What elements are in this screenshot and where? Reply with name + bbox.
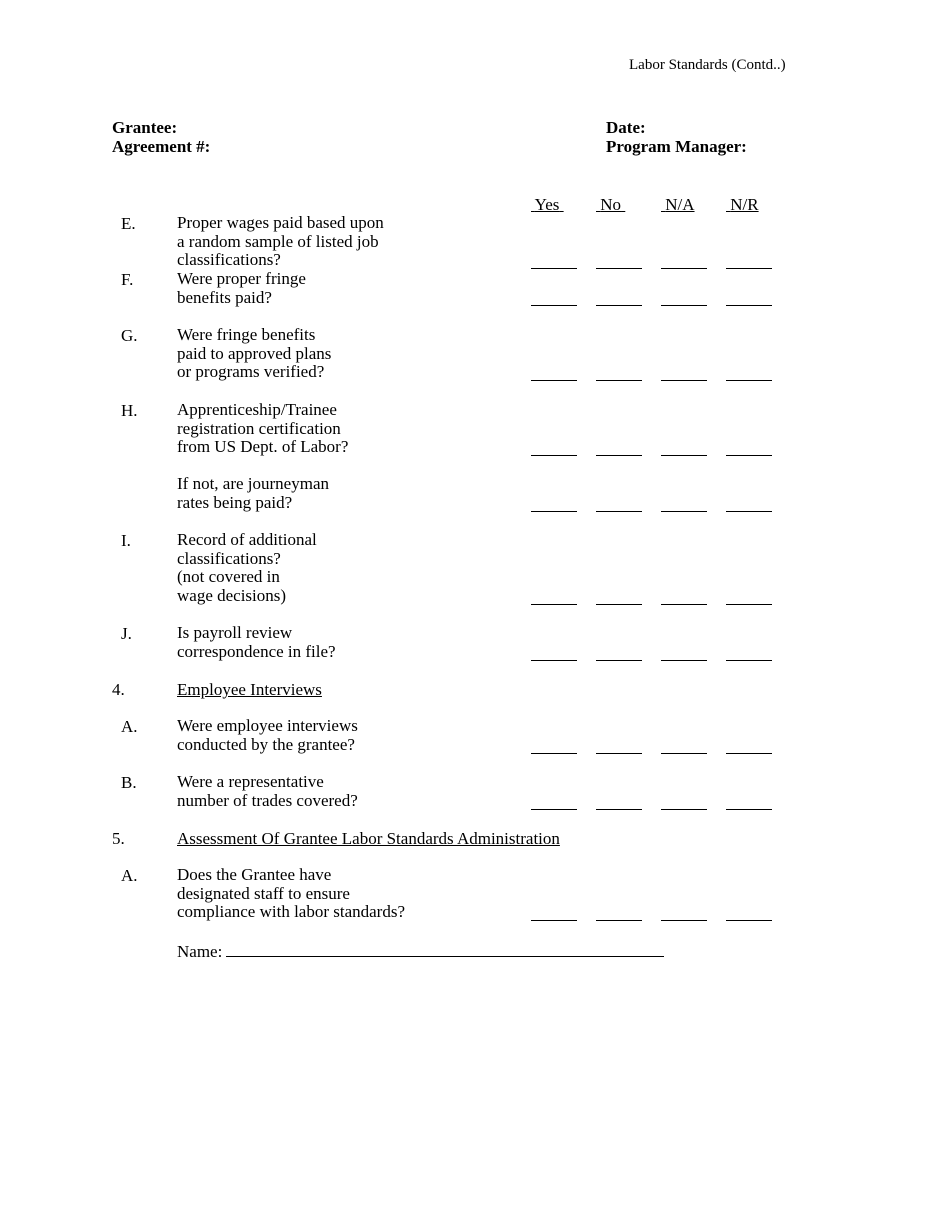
- answer-blank-yes[interactable]: [531, 660, 577, 661]
- answer-blank-na[interactable]: [661, 660, 707, 661]
- answer-blank-no[interactable]: [596, 455, 642, 456]
- question-text: Were a representative number of trades covered?: [177, 772, 358, 810]
- question-text: Does the Grantee have designated staff to ensure compliance with labor standards?: [177, 865, 406, 922]
- question-text: Were proper fringe benefits paid?: [177, 269, 306, 307]
- name-field-row: [177, 941, 664, 961]
- question-letter: G.: [121, 326, 138, 345]
- section-title: Assessment Of Grantee Labor Standards Administration: [177, 829, 560, 848]
- answer-blank-no[interactable]: [596, 380, 642, 381]
- question-letter: I.: [121, 531, 131, 550]
- agreement-label: Agreement #:: [112, 137, 211, 156]
- grantee-label: Grantee:: [112, 118, 178, 137]
- col-yes: Yes: [534, 195, 560, 214]
- question-letter: H.: [121, 401, 138, 420]
- answer-blank-yes[interactable]: [531, 511, 577, 512]
- answer-blank-na[interactable]: [661, 455, 707, 456]
- meta-right: [606, 118, 747, 156]
- program-manager-label: Program Manager:: [606, 137, 747, 156]
- col-no: No: [600, 195, 622, 214]
- answer-blank-yes[interactable]: [531, 604, 577, 605]
- name-blank[interactable]: [226, 941, 664, 957]
- question-letter: A.: [121, 717, 138, 736]
- question-text: Record of additional classifications? (not covered in wage decisions): [177, 530, 317, 605]
- answer-blank-yes[interactable]: [531, 753, 577, 754]
- section-number: 4.: [112, 680, 125, 699]
- answer-blank-no[interactable]: [596, 268, 642, 269]
- question-letter: E.: [121, 214, 136, 233]
- answer-blank-na[interactable]: [661, 305, 707, 306]
- answer-blank-na[interactable]: [661, 753, 707, 754]
- section-title: Employee Interviews: [177, 680, 322, 699]
- answer-blank-nr[interactable]: [726, 511, 772, 512]
- answer-blank-nr[interactable]: [726, 268, 772, 269]
- answer-blank-yes[interactable]: [531, 455, 577, 456]
- name-label: Name:: [177, 942, 223, 961]
- answer-blank-nr[interactable]: [726, 753, 772, 754]
- answer-blank-nr[interactable]: [726, 604, 772, 605]
- meta-left: [112, 118, 210, 156]
- question-letter: F.: [121, 270, 134, 289]
- answer-blank-nr[interactable]: [726, 455, 772, 456]
- answer-blank-no[interactable]: [596, 753, 642, 754]
- answer-blank-na[interactable]: [661, 511, 707, 512]
- answer-blank-no[interactable]: [596, 604, 642, 605]
- answer-blank-yes[interactable]: [531, 380, 577, 381]
- answer-blank-nr[interactable]: [726, 660, 772, 661]
- col-na: N/A: [665, 195, 695, 214]
- answer-blank-na[interactable]: [661, 920, 707, 921]
- question-letter: A.: [121, 866, 138, 885]
- answer-blank-nr[interactable]: [726, 920, 772, 921]
- answer-blank-no[interactable]: [596, 305, 642, 306]
- answer-blank-na[interactable]: [661, 809, 707, 810]
- date-label: Date:: [606, 118, 646, 137]
- question-letter: B.: [121, 773, 137, 792]
- question-text: Were employee interviews conducted by the grantee?: [177, 716, 358, 754]
- question-letter: J.: [121, 624, 132, 643]
- answer-blank-no[interactable]: [596, 809, 642, 810]
- answer-blank-yes[interactable]: [531, 920, 577, 921]
- answer-blank-nr[interactable]: [726, 305, 772, 306]
- answer-blank-no[interactable]: [596, 660, 642, 661]
- answer-blank-no[interactable]: [596, 920, 642, 921]
- answer-blank-nr[interactable]: [726, 809, 772, 810]
- question-text: Proper wages paid based upon a random sample of listed job classifications?: [177, 213, 384, 270]
- running-header: Labor Standards (Contd..): [629, 57, 786, 73]
- answer-blank-na[interactable]: [661, 604, 707, 605]
- question-text: Were fringe benefits paid to approved plans or programs verified?: [177, 325, 332, 382]
- answer-blank-nr[interactable]: [726, 380, 772, 381]
- section-number: 5.: [112, 829, 125, 848]
- answer-blank-yes[interactable]: [531, 268, 577, 269]
- question-text: Apprenticeship/Trainee registration certification from US Dept. of Labor?: [177, 400, 349, 457]
- answer-blank-no[interactable]: [596, 511, 642, 512]
- question-text: If not, are journeyman rates being paid?: [177, 474, 329, 512]
- col-nr: N/R: [730, 195, 759, 214]
- answer-blank-na[interactable]: [661, 268, 707, 269]
- answer-blank-yes[interactable]: [531, 305, 577, 306]
- question-text: Is payroll review correspondence in file?: [177, 623, 336, 661]
- answer-blank-na[interactable]: [661, 380, 707, 381]
- answer-blank-yes[interactable]: [531, 809, 577, 810]
